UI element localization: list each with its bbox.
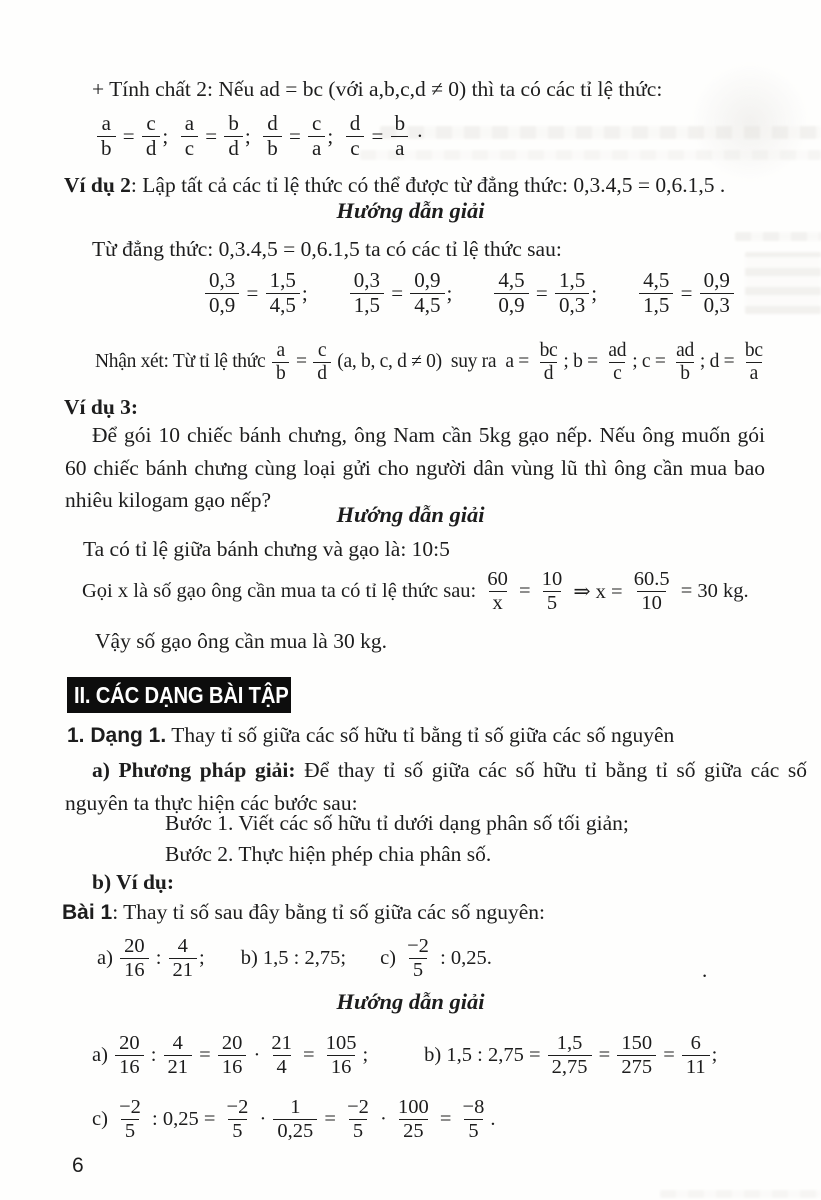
from-equality-text: Từ đẳng thức: 0,3.4,5 = 0,6.1,5 ta có các tỉ lệ thức sau: — [92, 237, 562, 261]
property2-text: + Tính chất 2: Nếu ad = bc (với a,b,c,d ≠ 0) thì ta có các tỉ lệ thức: — [92, 77, 663, 101]
subsection-b-label: b) Ví dụ: — [92, 870, 175, 894]
fraction: $\frac{20}{16}$ — [120, 935, 149, 982]
fraction: $\frac{10}{5}$ — [541, 567, 563, 614]
type1-line — [67, 722, 674, 750]
fraction: $\frac{-2}{5}$ — [347, 1095, 369, 1142]
solution-c-line: c) $\frac{-2}{5}$ : 0,25 = $\frac{-2}{5}$ · $\frac{1}{0,25}$ = $\frac{-2}{5}$ · $\frac{100}{25}$ = $\frac{-8}{5}$ . — [92, 1095, 496, 1142]
example2-label: Ví dụ 2 — [64, 173, 131, 197]
solution-heading-3: Hướng dẫn giải — [336, 989, 485, 1014]
fraction: $\frac{20}{16}$ — [218, 1032, 247, 1079]
fraction: $\frac{1,5}{0,3}$ — [555, 269, 589, 317]
scan-ghost-strip-4 — [660, 1190, 821, 1198]
scan-ghost-rows — [745, 252, 821, 314]
fraction: $\frac{1,5}{4,5}$ — [266, 269, 300, 317]
exercise1-line — [62, 899, 545, 927]
solve-x-line: Gọi x là số gạo ông cần mua ta có tỉ lệ thức sau: $\frac{60}{x}$ = $\frac{10}{5}$ ⇒ x = $\frac{60.5}{10}$ = 30 kg. — [82, 567, 749, 614]
paragraph-line: nguyên ta thực hiện các bước sau: — [65, 790, 358, 815]
fraction: $\frac{21}{4}$ — [271, 1031, 292, 1078]
example3-label: Ví dụ 3: — [64, 395, 139, 419]
fraction: $\frac{0,3}{1,5}$ — [350, 269, 384, 317]
type1-text: Thay tỉ số giữa các số hữu tỉ bằng tỉ số giữa các số nguyên — [166, 723, 675, 747]
conclusion-line: Vậy số gạo ông cần mua là 30 kg. — [95, 629, 387, 653]
fraction: $\frac{-2}{5}$ — [119, 1095, 141, 1142]
solution-ab-line: a) $\frac{20}{16}$ : $\frac{4}{21}$ = $\frac{20}{16}$ · $\frac{21}{4}$ = $\frac{105}{16}$ ; b) 1,5 : 2,75 = $\frac{1,5}{2,75}$ = $\frac{150}{275}$ = $\frac{6}{11}$ ; — [92, 1031, 718, 1078]
fraction: $\frac{c}{a}$ — [308, 112, 325, 160]
fraction: $\frac{bc}{a}$ — [744, 339, 763, 384]
fraction: $\frac{-2}{5}$ — [226, 1095, 249, 1142]
fraction: $\frac{d}{c}$ — [346, 112, 365, 160]
exercise1-items: a) $\frac{20}{16}$ : $\frac{4}{21}$ ; b) 1,5 : 2,75; c) $\frac{-2}{5}$ : 0,25. — [97, 934, 492, 981]
stray-dot: . — [702, 958, 708, 982]
paragraph-line: Để gói 10 chiếc bánh chưng, ông Nam cần 5kg gạo nếp. Nếu ông muốn gói — [92, 423, 765, 447]
scan-ghost-strip-1 — [380, 126, 821, 139]
fraction: $\frac{-2}{5}$ — [407, 934, 429, 981]
paragraph-line: a) Phương pháp giải: Để thay tỉ số giữa các số hữu tỉ bằng tỉ số giữa các số — [92, 758, 807, 782]
fraction: $\frac{a}{b}$ — [272, 340, 289, 385]
section-header-title: II. CÁC DẠNG BÀI TẬP — [74, 681, 289, 708]
fraction: $\frac{150}{275}$ — [617, 1032, 656, 1079]
fraction: $\frac{0,9}{0,3}$ — [700, 269, 734, 317]
paragraph-line: 60 chiếc bánh chưng cùng loại gửi cho người dân vùng lũ thì ông cần mua bao — [65, 455, 765, 480]
fraction: $\frac{c}{d}$ — [313, 340, 330, 385]
scan-ghost-strip-3 — [735, 232, 821, 241]
fraction: $\frac{20}{16}$ — [115, 1032, 144, 1079]
fraction: $\frac{4,5}{0,9}$ — [494, 269, 528, 317]
step2-line: Bước 2. Thực hiện phép chia phân số. — [165, 842, 492, 866]
exercise1-label: Bài 1 — [62, 901, 113, 924]
fraction: $\frac{b}{a}$ — [391, 112, 410, 160]
fraction: $\frac{105}{16}$ — [325, 1031, 357, 1078]
paragraph-line: nhiêu kilogam gạo nếp? — [65, 488, 271, 512]
fraction: $\frac{0,3}{0,9}$ — [205, 269, 239, 317]
scan-ghost-strip-2 — [360, 150, 821, 160]
fraction: $\frac{ad}{c}$ — [608, 339, 627, 384]
fraction: $\frac{4}{21}$ — [164, 1032, 193, 1079]
fraction: $\frac{1}{0,25}$ — [273, 1096, 317, 1143]
fraction: $\frac{c}{d}$ — [142, 112, 161, 160]
fraction: $\frac{0,9}{4,5}$ — [410, 269, 444, 317]
fraction: $\frac{6}{11}$ — [682, 1032, 710, 1079]
scan-ghost-blob — [690, 62, 810, 182]
fraction: $\frac{a}{c}$ — [181, 112, 198, 160]
fraction: $\frac{b}{d}$ — [224, 112, 243, 160]
section-header-bar — [67, 677, 291, 713]
fraction: $\frac{60}{x}$ — [487, 567, 508, 614]
example2-line — [64, 172, 725, 200]
fraction: $\frac{1,5}{2,75}$ — [548, 1032, 592, 1079]
fraction: $\frac{-8}{5}$ — [462, 1095, 485, 1142]
exercise1-text: : Thay tỉ số sau đây bằng tỉ số giữa các số nguyên: — [112, 900, 546, 924]
fraction: $\frac{4,5}{1,5}$ — [639, 269, 673, 317]
remark-line: Nhận xét: Từ tỉ lệ thức $\frac{a}{b}$ = $\frac{c}{d}$ (a, b, c, d ≠ 0) suy ra a = $\frac{bc}{d}$ ; b = $\frac{ad}{c}$ ; c = $\frac{ad}{b}$ ; d = $\frac{bc}{a}$ — [95, 331, 769, 393]
solution-heading-1: Hướng dẫn giải — [336, 198, 485, 223]
solution-heading-2: Hướng dẫn giải — [336, 502, 485, 527]
page-number: 6 — [72, 1154, 84, 1177]
property2-formulas: $\frac{a}{b}$ = $\frac{c}{d}$ ; $\frac{a}{c}$ = $\frac{b}{d}$ ; $\frac{d}{b}$ = $\frac{c}{a}$ ; $\frac{d}{c}$ = $\frac{b}{a}$ · — [95, 106, 423, 166]
fraction: $\frac{4}{21}$ — [169, 935, 198, 982]
step1-line: Bước 1. Viết các số hữu tỉ dưới dạng phân số tối giản; — [165, 811, 629, 835]
fraction: $\frac{100}{25}$ — [397, 1095, 429, 1142]
example2-text: : Lập tất cả các tỉ lệ thức có thể được từ đẳng thức: 0,3.4,5 = 0,6.1,5 . — [130, 173, 726, 197]
fraction: $\frac{a}{b}$ — [97, 112, 116, 160]
fraction: $\frac{bc}{d}$ — [539, 339, 558, 384]
fraction: $\frac{d}{b}$ — [263, 112, 282, 160]
type1-label: 1. Dạng 1. — [67, 724, 167, 747]
ratio-line: Ta có tỉ lệ giữa bánh chưng và gạo là: 10:5 — [83, 537, 450, 561]
fraction: $\frac{60.5}{10}$ — [633, 567, 670, 614]
proportion-formulas: $\frac{0,3}{0,9}$ = $\frac{1,5}{4,5}$ ; $\frac{0,3}{1,5}$ = $\frac{0,9}{4,5}$ ; $\frac{4,5}{0,9}$ = $\frac{1,5}{0,3}$ ; $\frac{4,5}{1,5}$ = $\frac{0,9}{0,3}$ — [203, 263, 736, 323]
fraction: $\frac{ad}{b}$ — [676, 339, 694, 384]
